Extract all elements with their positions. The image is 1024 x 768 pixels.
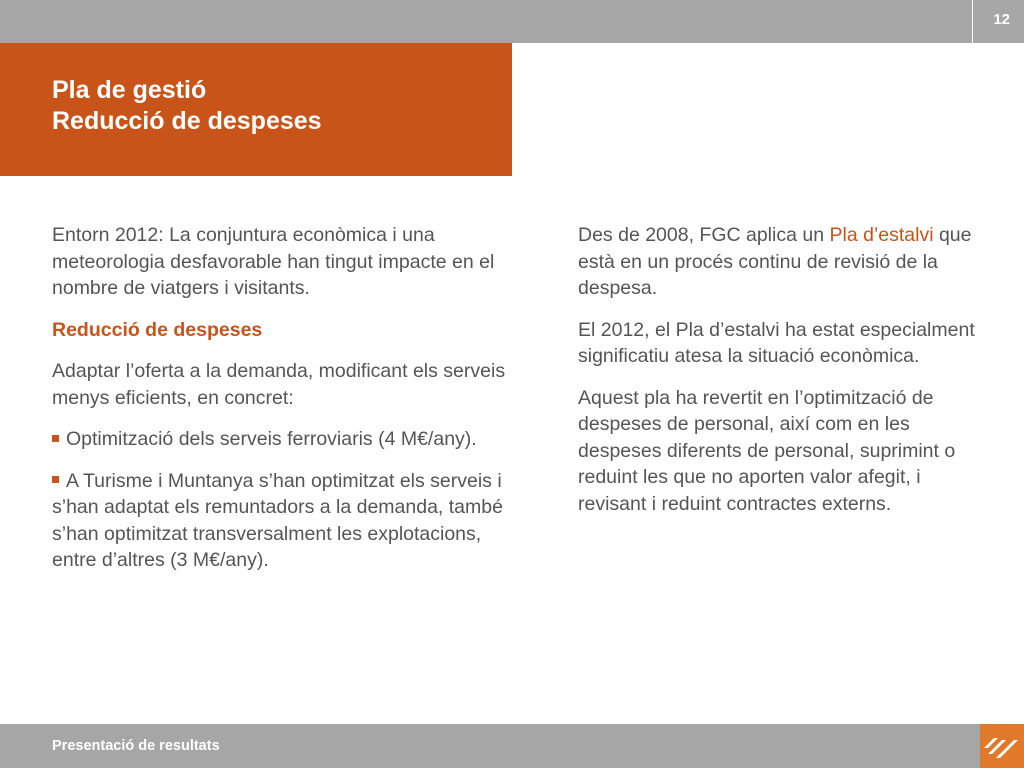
bullet-square-icon xyxy=(52,476,59,483)
savings-text-before: Des de 2008, FGC aplica un xyxy=(578,224,830,246)
page-number: 12 xyxy=(993,11,1010,28)
year-2012-paragraph: El 2012, el Pla d’estalvi ha estat especialment significatiu atesa la situació econòmica. xyxy=(578,318,975,367)
bullet-text-tourism: A Turisme i Muntanya s’han optimitzat els serveis i s’han adaptat els remuntadors a la demanda, també s’han optimitzat transversalment les explotacions, entre d’altres (3 M€/any). xyxy=(52,469,503,571)
slide-title xyxy=(52,75,322,137)
footer-text: Presentació de resultats xyxy=(52,738,220,754)
title-line-2: Reducció de despeses xyxy=(52,107,322,135)
top-bar xyxy=(0,0,1024,43)
savings-text-after: que està en un procés continu de revisió de la despesa. xyxy=(578,224,972,299)
intro-paragraph: Entorn 2012: La conjuntura econòmica i una meteorologia desfavorable han tingut impacte en el nombre de viatgers i visitants. xyxy=(52,224,495,299)
optimization-paragraph: Aquest pla ha revertit en l’optimització de despeses de personal, així com en les despeses diferents de personal, suprimint o reduint les que no aporten valor afegit, i revisant i reduint contractes externs. xyxy=(578,386,956,515)
title-line-1: Pla de gestió xyxy=(52,76,207,104)
bullet-text-rail: Optimització dels serveis ferroviaris (4 M€/any). xyxy=(66,428,477,450)
bullet-item-tourism xyxy=(52,468,507,574)
savings-plan-paragraph xyxy=(578,222,983,302)
section-heading: Reducció de despeses xyxy=(52,318,263,341)
left-column xyxy=(52,222,507,589)
bottom-bar xyxy=(0,724,1024,768)
adapt-paragraph: Adaptar l’oferta a la demanda, modificant els serveis menys eficients, en concret: xyxy=(52,360,506,409)
savings-plan-highlight: Pla d’estalvi xyxy=(829,224,934,246)
fgc-logo-icon xyxy=(980,724,1024,768)
bullet-square-icon xyxy=(52,435,59,442)
right-column xyxy=(578,222,983,532)
fgc-logo-graphic xyxy=(980,724,1024,768)
bullet-item-rail xyxy=(52,426,507,453)
page-number-box xyxy=(972,0,1024,43)
title-block xyxy=(0,43,512,176)
